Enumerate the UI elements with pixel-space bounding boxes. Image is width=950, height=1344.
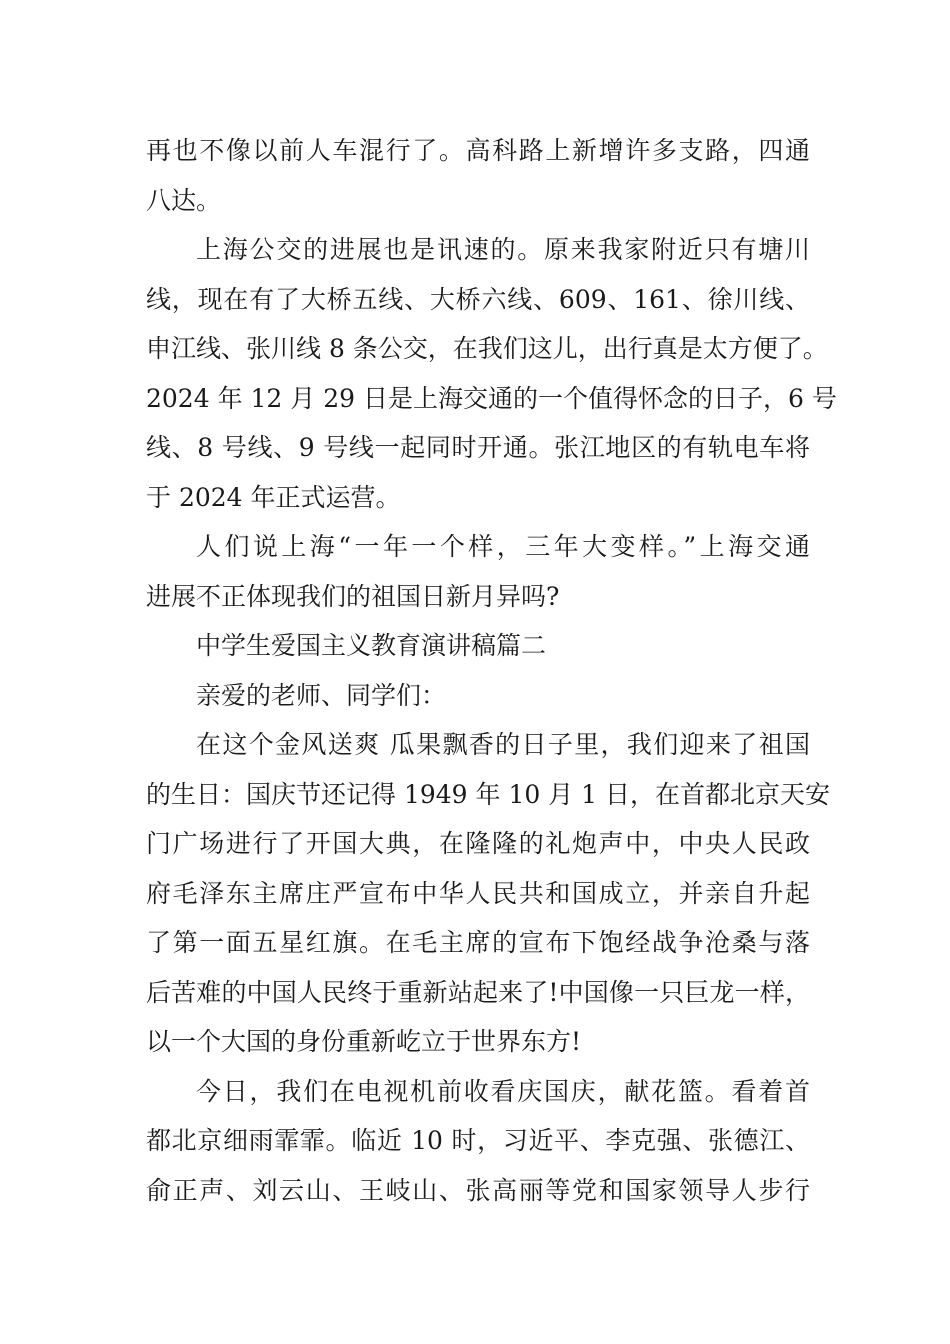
text-line: 府毛泽东主席庄严宣布中华人民共和国成立，并亲自升起 [146,878,810,908]
text-line: 人们说上海“一年一个样，三年大变样。”上海交通 [196,532,810,561]
text-line: 在这个金风送爽 瓜果飘香的日子里，我们迎来了祖国 [196,730,810,759]
text-line: 的生日：国庆节还记得 1949 年 10 月 1 日，在首都北京天安 [146,779,831,809]
text-line: 后苦难的中国人民终于重新站起来了!中国像一只巨龙一样， [146,977,810,1007]
text-line: 今日，我们在电视机前收看庆国庆，献花篮。看着首 [196,1076,810,1106]
text-line: 于 2024 年正式运营。 [146,482,401,512]
text-line: 上海公交的进展也是讯速的。原来我家附近只有塘川 [196,235,810,264]
text-line: 了第一面五星红旗。在毛主席的宣布下饱经战争沧桑与落 [146,928,810,957]
text-line: 八达。 [146,185,222,215]
text-line: 都北京细雨霏霏。临近 10 时，习近平、李克强、张德江、 [146,1126,810,1155]
text-line: 以一个大国的身份重新屹立于世界东方! [146,1027,582,1056]
text-line: 门广场进行了开国大典，在隆隆的礼炮声中，中央人民政 [146,829,810,858]
text-line: 再也不像以前人车混行了。高科路上新增许多支路，四通 [146,136,810,165]
text-line: 亲爱的老师、同学们： [196,680,447,710]
text-line: 申江线、张川线 8 条公交，在我们这儿，出行真是太方便了。 [146,334,828,363]
document-body [146,126,837,1215]
text-line: 线、8 号线、9 号线一起同时开通。张江地区的有轨电车将 [146,433,810,462]
text-line: 俞正声、刘云山、王岐山、张高丽等党和国家领导人步行 [146,1175,810,1205]
text-line: 进展不正体现我们的祖国日新月异吗? [146,581,560,611]
text-line: 线，现在有了大桥五线、大桥六线、609、161、徐川线、 [146,284,810,314]
text-line: 2024 年 12 月 29 日是上海交通的一个值得怀念的日子，6 号 [146,383,837,413]
text-line: 中学生爱国主义教育演讲稿篇二 [196,631,547,660]
